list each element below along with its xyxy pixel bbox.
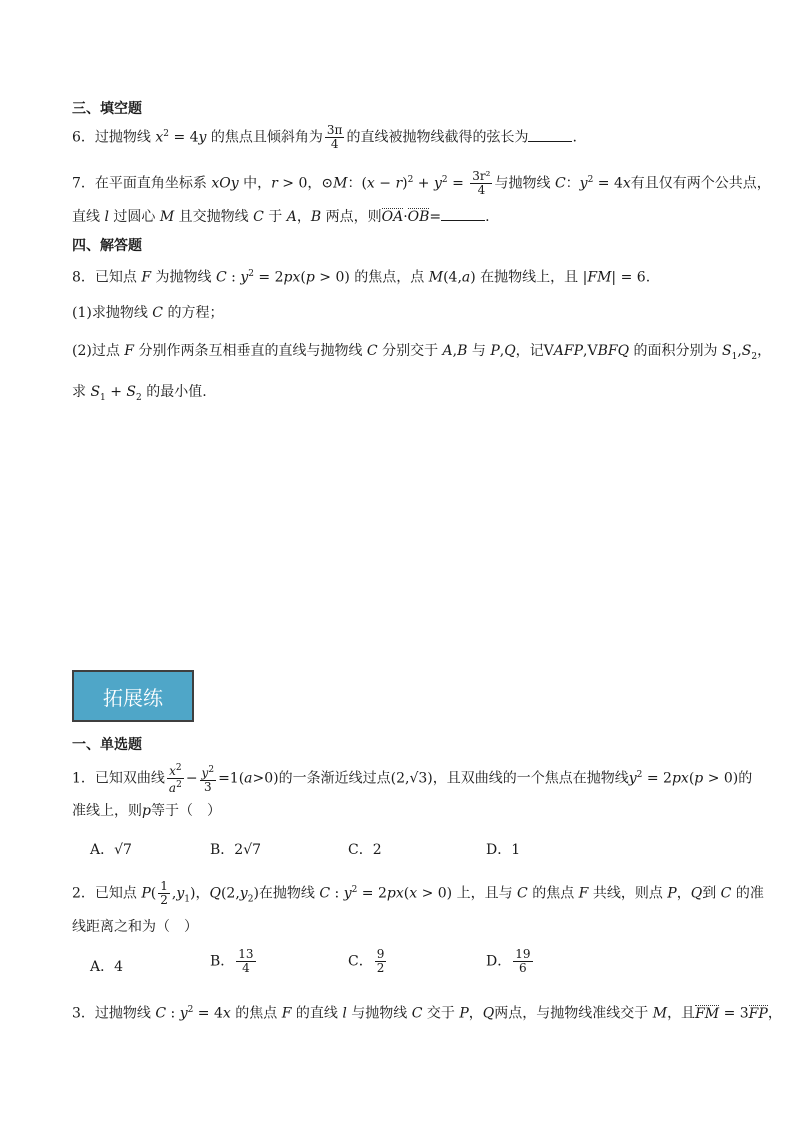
fraction-3r2-4: $\frac{\text{3r²}}{4}$ [472, 169, 491, 198]
question-7-line-1: 7．在平面直角坐标系 xOy 中，r > 0，⊙M：$(x - r)^2 + y^2$ = $\frac{\text{3r²}}{4}$ 与抛物线 C：$y^2 = 4x$有且仅有两个公共点， [72, 169, 771, 198]
exercise-2-option-b[interactable]: B． $\frac{13}{4}$ [210, 947, 254, 975]
question-8-part-2: (2)过点 F 分别作两条互相垂直的直线与抛物线 C 分别交于 A,B 与 P,Q，记VAFP,VBFQ 的面积分别为 $S_1,S_2$， [72, 343, 772, 362]
section-heading-single-choice: 一、单选题 [72, 737, 142, 753]
section-heading-fill-in: 三、填空题 [72, 101, 142, 117]
exercise-2-option-d[interactable]: D． $\frac{19}{6}$ [486, 947, 531, 975]
exercise-1-option-b[interactable]: B．2√7 [210, 842, 262, 858]
exercise-2-line-1: 2．已知点 P( $\frac{1}{2}$ $,y_1$)，$Q(2,y_2)$在抛物线 C : $y^2 = 2px(x > 0)$ 上，且与 C 的焦点 F 共线，则点 P，Q到 C 的准 [72, 879, 764, 908]
exercise-1-line-1: 1．已知双曲线 $\frac{x^2}{a^2}$ − $\frac{y^2}{3}$ =1(a>0)的一条渐近线过点(2,√3)，且双曲线的一个焦点在抛物线$y^2 = 2px(p > 0)$的 [72, 763, 753, 795]
question-7-line-2: 直线 l 过圆心 M 且交抛物线 C 于 A，B 两点，则OA·OB= . [72, 206, 490, 227]
question-8-part-1: (1)求抛物线 C 的方程； [72, 305, 224, 321]
exercise-2-option-c[interactable]: C． $\frac{9}{2}$ [348, 947, 385, 975]
question-8-line-1: 8．已知点 F 为抛物线 C : $y^2 = 2px(p > 0)$ 的焦点，点 M(4,a) 在抛物线上，且 |FM| = 6. [72, 269, 651, 286]
section-heading-solution: 四、解答题 [72, 238, 142, 254]
exercise-1-option-a[interactable]: A．√7 [90, 842, 132, 858]
exercise-3-line-1: 3．过抛物线 C : $y^2 = 4x$ 的焦点 F 的直线 l 与抛物线 C 交于 P，Q两点，与抛物线准线交于 M，且FM = 3FP， [72, 1005, 782, 1022]
extension-practice-banner: 拓展练 [72, 670, 194, 722]
exercise-1-line-2: 准线上，则p等于（ ） [72, 803, 221, 819]
question-6: 6．过抛物线 $x^2 = 4y$ 的焦点且倾斜角为 $\frac{3\pi}{4}$ 的直线被抛物线截得的弦长为 . [72, 123, 577, 152]
exercise-1-option-c[interactable]: C．2 [348, 842, 382, 858]
exercise-2-line-2: 线距离之和为（ ） [72, 919, 198, 935]
answer-blank [441, 206, 485, 221]
exercise-1-option-d[interactable]: D．1 [486, 842, 521, 858]
answer-blank [528, 127, 572, 142]
fraction-3pi-4: $\frac{3\pi}{4}$ [326, 123, 343, 152]
question-8-part-3: 求 $S_1 + S_2$ 的最小值. [72, 384, 207, 403]
exercise-2-option-a[interactable]: A．4 [90, 959, 124, 975]
